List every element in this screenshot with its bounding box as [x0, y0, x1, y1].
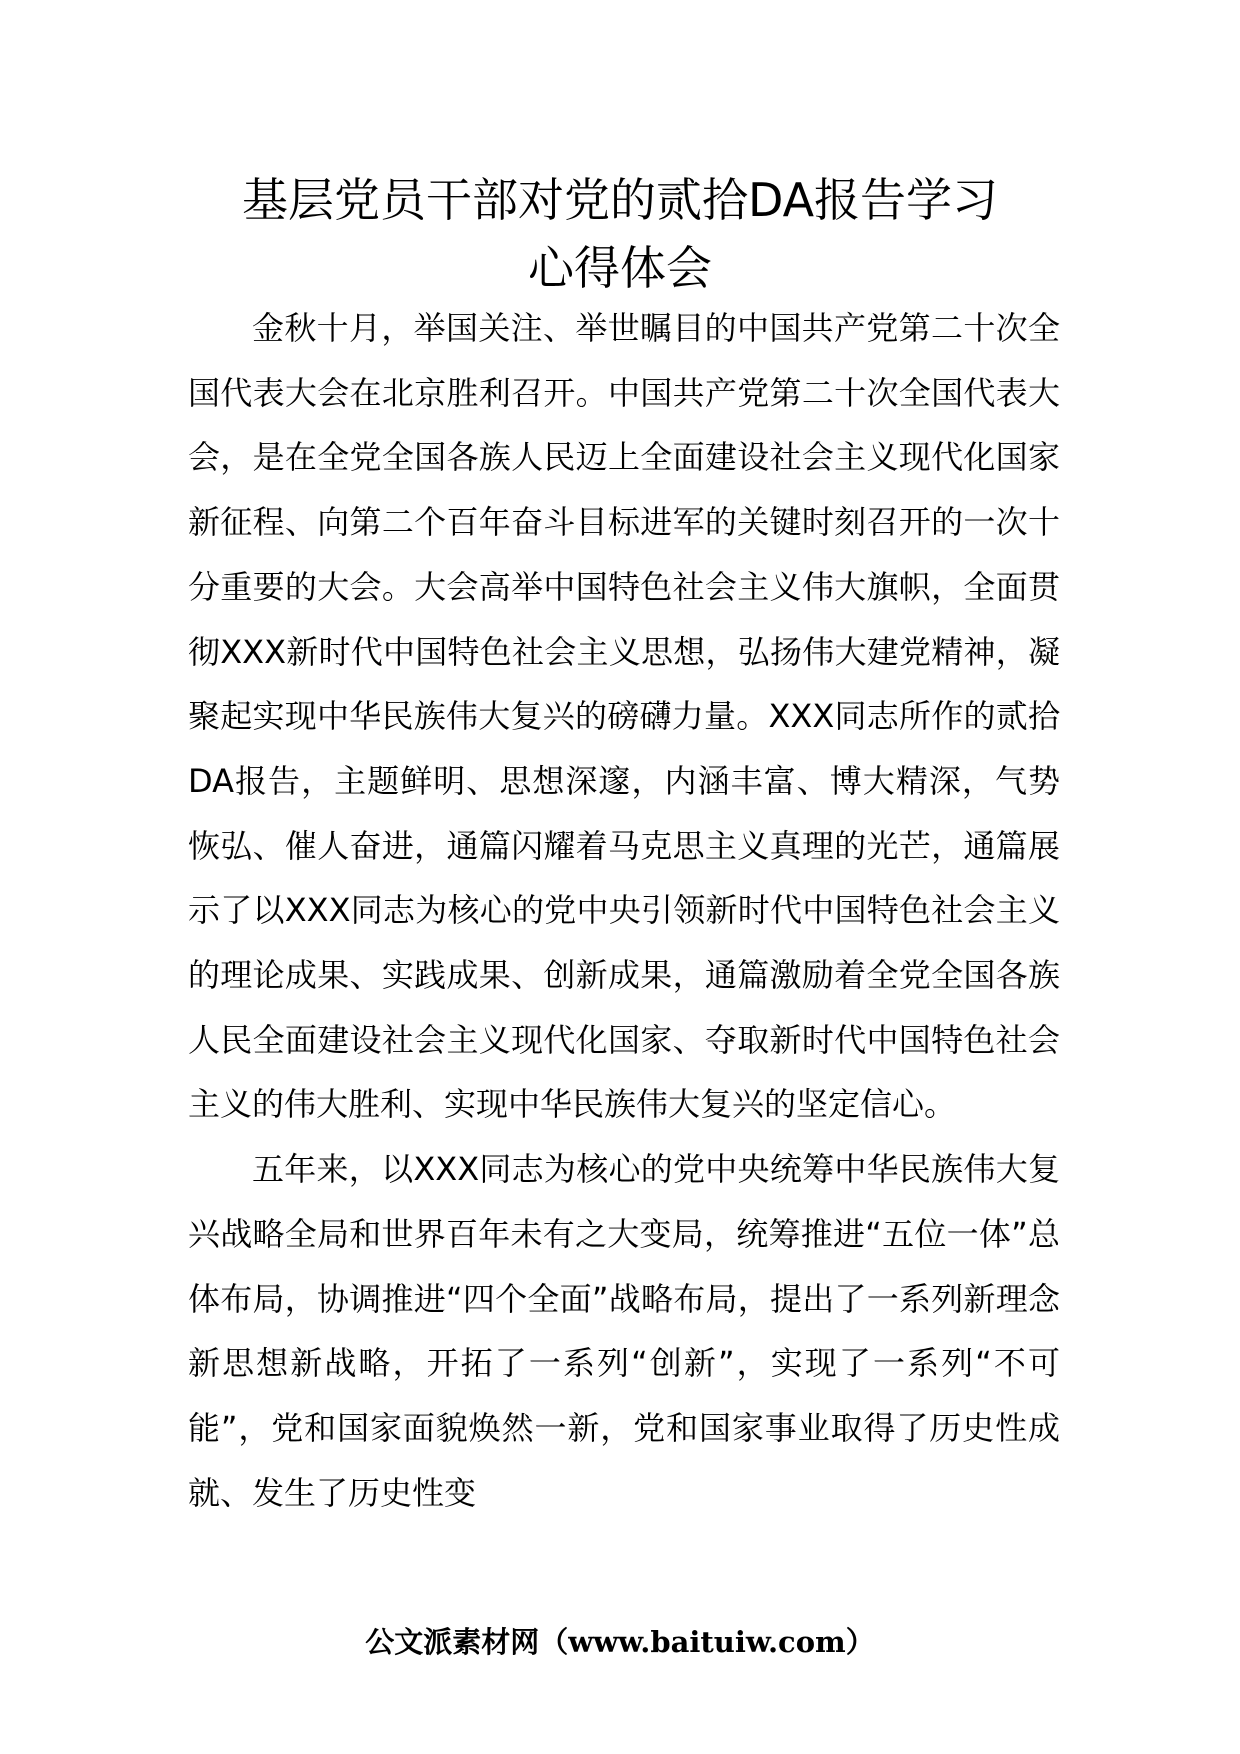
body-paragraph-1: 金秋十月，举国关注、举世瞩目的中国共产党第二十次全国代表大会在北京胜利召开。中国共产党第二十次全国代表大会，是在全党全国各族人民迈上全面建设社会主义现代化国家新征程、向第二个百年奋斗目标进军的关键时刻召开的一次十分重要的大会。大会高举中国特色社会主义伟大旗帜，全面贯彻XXX新时代中国特色社会主义思想，弘扬伟大建党精神，凝聚起实现中华民族伟大复兴的磅礴力量。XXX同志所作的贰拾DA报告，主题鲜明、思想深邃，内涵丰富、博大精深，气势恢弘、催人奋进，通篇闪耀着马克思主义真理的光芒，通篇展示了以XXX同志为核心的党中央引领新时代中国特色社会主义的理论成果、实践成果、创新成果，通篇激励着全党全国各族人民全面建设社会主义现代化国家、夺取新时代中国特色社会主义的伟大胜利、实现中华民族伟大复兴的坚定信心。	[188, 309, 1060, 1124]
page-footer-watermark: 公文派素材网（www.baituiw.com）	[365, 1625, 875, 1659]
document-title-line-2: 心得体会	[528, 241, 712, 295]
document-title-line-1: 基层党员干部对党的贰拾DA报告学习	[241, 173, 999, 227]
document-body	[188, 296, 1060, 1525]
body-paragraph-2: 五年来，以XXX同志为核心的党中央统筹中华民族伟大复兴战略全局和世界百年未有之大变局，统筹推进“五位一体”总体布局，协调推进“四个全面”战略布局，提出了一系列新理念新思想新战略，开拓了一系列“创新”，实现了一系列“不可能”，党和国家面貌焕然一新，党和国家事业取得了历史性成就、发生了历史性变	[188, 1150, 1060, 1512]
